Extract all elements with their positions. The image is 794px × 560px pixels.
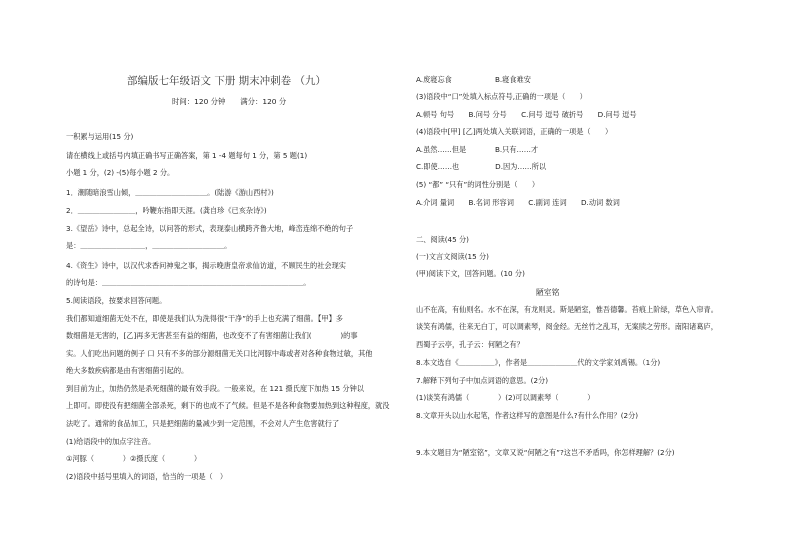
passage-line: 绝大多数疾病都是由有害细菌引起的。 — [66, 366, 189, 375]
section-heading: 二、阅读(45 分) — [416, 235, 469, 244]
sub-question-blanks: ①河豚（ ）②摄氏度（ ） — [66, 454, 202, 463]
passage-line: 我们都知道细菌无处不在，即使是我们认为洗得很“干净”的手上也充满了细菌。【甲】多 — [66, 314, 343, 323]
option-line: A.废寝忘食 B.寝食难安 — [416, 75, 531, 84]
passage-line: 法吃了。通常的食品加工，只是把细菌的量减少到一定范围，不会对人产生危害就行了 — [66, 419, 340, 428]
option-line: A.顿号 句号 B.问号 分号 C.问号 逗号 破折号 D.问号 逗号 — [416, 110, 637, 119]
sub-question: (3)语段中“口”处填入标点符号,正确的一项是（ ） — [416, 92, 587, 101]
question-2: 2．＿＿＿＿＿＿＿＿，吟鞭东指即天涯。(龚自珍《已亥杂诗》) — [66, 206, 267, 215]
question-1: 1．潮随暗浪雪山倾，＿＿＿＿＿＿＿＿＿＿。(陆游《游山西村》) — [66, 188, 274, 197]
option-line: A.介词 量词 B.名词 形容词 C.副词 连词 D.动词 数词 — [416, 198, 620, 207]
passage-line: 西蜀子云亭，孔子云：何陋之有？ — [416, 340, 524, 349]
sub-question: (5) “都” “只有”的词性分别是（ ） — [416, 180, 540, 189]
question-9: 9.本文题目为“陋室铭”，文章又说“何陋之有”?这岂不矛盾吗，你怎样理解？(2分) — [416, 448, 675, 457]
sub-question: (4)语段中[甲] [乙]两处填入关联词语，正确的一项是（ ） — [416, 127, 613, 136]
option-line: A.虽然……但是 B.只有……才 — [416, 145, 539, 154]
question-3-answer: 是：＿＿＿＿＿＿＿＿＿，＿＿＿＿＿＿＿＿＿＿。 — [66, 241, 232, 250]
passage-line: 上即可。即使没有把细菌全部杀死，剩下的也成不了气候。但是不是各种食物要加热到这种程度，就没 — [66, 401, 390, 410]
sub-question: (2)语段中括号里填入的词语，恰当的一项是（ ） — [66, 472, 228, 481]
question-8b: 8.文章开头以山水起笔，作者这样写的意图是什么?有什么作用？(2分) — [416, 411, 639, 420]
passage-line: 数细菌是无害的，[乙]再多无害甚至有益的细菌，也改变不了有害细菌让我们( )的事 — [66, 331, 358, 340]
passage-line: 谈笑有鸿儒，往来无白丁，可以调素琴，阅金经。无丝竹之乱耳，无案牍之劳形。南阳诸葛庐， — [416, 322, 718, 331]
paper-title: 部编版七年级语文 下册 期末冲刺卷 （九） — [127, 75, 327, 87]
question-4-answer: 的诗句是：＿＿＿＿＿＿＿＿＿＿＿＿＿＿＿＿＿＿＿＿＿＿＿＿＿＿＿＿。 — [66, 278, 311, 287]
option-line: C.即使……也 D.因为……所以 — [416, 162, 547, 171]
subsection-instruction: (甲)阅读下文，回答问题。(10 分) — [416, 269, 525, 278]
passage-line: 实。人们吃出问题的例子 口 只有不多的部分源细菌无关口比河豚中毒或者对各种食物过敏，其他 — [66, 349, 373, 358]
passage-title: 陋室铭 — [536, 288, 560, 297]
passage-line: 山不在高，有仙则名。水不在深，有龙则灵。斯是陋室，惟吾德馨。苔痕上阶绿，草色入帘青。 — [416, 305, 718, 314]
question-3: 3.《望岳》诗中，总起全诗，以问答的形式，表现泰山横跨齐鲁大地，峰峦连绵不绝的句子 — [66, 224, 354, 233]
question-7-blanks: (1)谈笑有鸿儒（ ）(2)可以调素琴（ ） — [416, 393, 595, 402]
question-8: 8.本文选自《＿＿＿＿＿》，作者是＿＿＿＿＿＿＿代的文学家刘禹锡。（1分) — [416, 358, 661, 367]
exam-meta: 时间：120 分钟 满分：120 分 — [172, 97, 287, 106]
question-7: 7.解释下列句子中加点词语的意思。(2分) — [416, 376, 549, 385]
question-4: 4.《资生》诗中，以汉代求香问神鬼之事，揭示晚唐皇帝求仙访道，不顾民生的社会现实 — [66, 261, 346, 270]
instruction-line: 请在横线上或括号内填正确书写正确答案，第 1 -4 题每句 1 分，第 5 题(1) — [66, 151, 308, 160]
passage-line: 到目前为止，加热仍然是杀死细菌的最有效手段。一般来说，在 121 摄氏度下加热 15 分钟以 — [66, 384, 364, 393]
question-5: 5.阅读语段，按要求回答问题。 — [66, 296, 167, 305]
subsection-heading: (一)文言文阅读(15 分) — [416, 252, 489, 261]
sub-question: (1)给语段中的加点字注音。 — [66, 437, 156, 446]
instruction-line: 小题 1 分，(2) -(5)每小题 2 分。 — [66, 168, 175, 177]
section-heading: 一积累与运用(15 分) — [66, 132, 134, 141]
